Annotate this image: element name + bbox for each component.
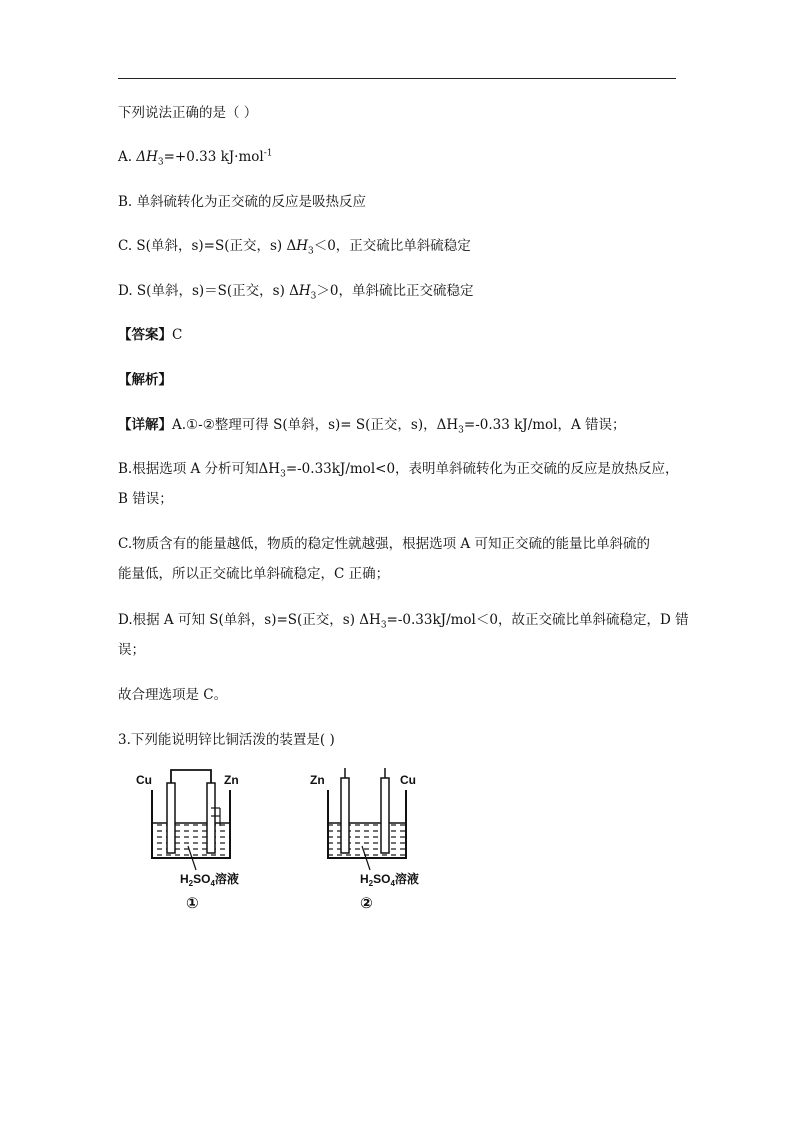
cell-2-cu-electrode bbox=[381, 778, 389, 853]
cell-1-cu-label: Cu bbox=[136, 773, 152, 787]
header-rule bbox=[118, 78, 676, 79]
detail-a-sub: 3 bbox=[458, 425, 464, 436]
option-c-text: C. S(单斜，s)=S(正交，s) Δ bbox=[118, 238, 297, 254]
option-c-h: H bbox=[296, 238, 308, 254]
option-d-text: D. S(单斜，s)＝S(正交，s) Δ bbox=[118, 283, 299, 299]
electrochemical-cells-diagram bbox=[120, 768, 440, 918]
option-c-sub: 3 bbox=[307, 246, 314, 257]
detail-c-line2: 能量低，所以正交硫比单斜硫稳定，C 正确； bbox=[118, 566, 390, 582]
cell-1-cu-electrode bbox=[167, 783, 175, 853]
option-a-delta: ΔH bbox=[136, 149, 158, 165]
cell-2-cu-label: Cu bbox=[400, 773, 416, 787]
cell-1-number: ① bbox=[186, 895, 199, 912]
detail-d-sub: 3 bbox=[380, 620, 387, 631]
cell-2-solution-label: $H_2SO_4$溶液 bbox=[360, 872, 419, 888]
option-a-sup: -1 bbox=[263, 148, 273, 159]
option-d-tail: ＞0，单斜硫比正交硫稳定 bbox=[316, 283, 474, 299]
option-d-h: H bbox=[298, 283, 311, 299]
option-c bbox=[118, 237, 471, 255]
option-d-sub: 3 bbox=[310, 291, 317, 302]
detail-d-text: D.根据 A 可知 S(单斜，s)=S(正交，s) ΔH bbox=[118, 612, 381, 628]
detail-b-sub: 3 bbox=[280, 469, 286, 480]
cell-2-solution bbox=[328, 823, 406, 858]
answer-line bbox=[118, 326, 182, 344]
detail-b-line1 bbox=[118, 460, 679, 478]
option-b: B. 单斜硫转化为正交硫的反应是吸热反应 bbox=[118, 194, 367, 210]
cell-1-zn-label: Zn bbox=[224, 773, 239, 787]
option-d bbox=[118, 282, 474, 300]
cell-1-solution-label: $H_2SO_4$溶液 bbox=[180, 872, 239, 888]
cell-2-zn-electrode bbox=[341, 778, 349, 853]
detail-a bbox=[118, 416, 626, 434]
cell-2-number: ② bbox=[360, 895, 373, 912]
detail-b-tail: =-0.33kJ/mol<0，表明单斜硫转化为正交硫的反应是放热反应， bbox=[285, 461, 679, 477]
detail-a-tail: =-0.33 kJ/mol，A 错误； bbox=[463, 417, 626, 433]
cell-1-solution bbox=[152, 823, 230, 858]
option-a-value: =+0.33 kJ·mol bbox=[163, 149, 264, 165]
detail-a-text: A.①-②整理可得 S(单斜，s)= S(正交，s)，ΔH bbox=[172, 417, 459, 433]
detail-c-line1: C.物质含有的能量越低，物质的稳定性就越强，根据选项 A 可知正交硫的能量比单斜硫的 bbox=[118, 536, 650, 552]
detail-b-line2: B 错误； bbox=[118, 491, 173, 507]
cell-1-zn-electrode bbox=[207, 783, 215, 853]
answer-label: 【答案】 bbox=[118, 327, 172, 343]
detail-label: 【详解】 bbox=[118, 417, 172, 433]
question-stem: 下列说法正确的是（ ） bbox=[118, 105, 258, 121]
cell-1-wire bbox=[171, 770, 211, 783]
option-c-tail: ＜0，正交硫比单斜硫稳定 bbox=[313, 238, 471, 254]
detail-b-text: B.根据选项 A 分析可知ΔH bbox=[118, 461, 281, 477]
cell-1 bbox=[136, 770, 239, 912]
conclusion: 故合理选项是 C。 bbox=[118, 687, 228, 703]
cell-2-zn-label: Zn bbox=[310, 773, 325, 787]
answer-value: C bbox=[172, 327, 183, 343]
option-a-sub: 3 bbox=[157, 157, 164, 168]
cell-2 bbox=[310, 768, 419, 912]
detail-d-tail: =-0.33kJ/mol＜0，故正交硫比单斜硫稳定，D 错 bbox=[386, 612, 689, 628]
analysis-label: 【解析】 bbox=[118, 372, 172, 388]
detail-d-line2: 误； bbox=[118, 642, 145, 658]
option-a: A. $\Delta H_3=+0.33$ kJ·mol$^{-1}$ bbox=[118, 148, 273, 168]
detail-d-line1 bbox=[118, 611, 689, 629]
question-3: 3.下列能说明锌比铜活泼的装置是( ) bbox=[118, 732, 335, 748]
